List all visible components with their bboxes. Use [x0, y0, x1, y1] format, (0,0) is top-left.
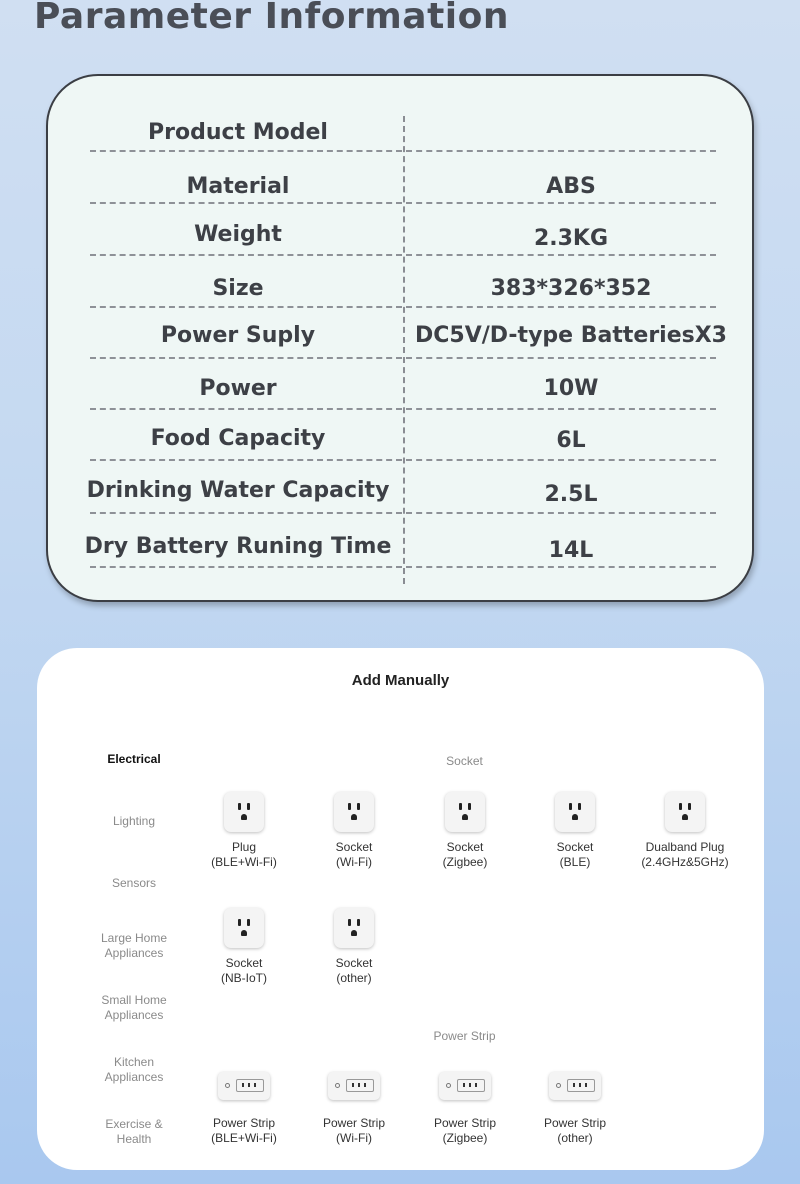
param-value: ABS [546, 174, 596, 199]
socket-icon [334, 792, 374, 832]
category-sensors[interactable]: Sensors [111, 876, 157, 890]
category-kitchen-appliances[interactable]: Kitchen Appliances [104, 1055, 164, 1084]
device-socket-wifi[interactable] [299, 792, 409, 870]
socket-icon [334, 908, 374, 948]
device-power-strip-zigbee[interactable] [410, 1072, 520, 1146]
category-electrical[interactable]: Electrical [107, 752, 161, 766]
param-value: 10W [543, 376, 599, 401]
section-label-socket: Socket [446, 754, 483, 768]
device-label: Socket (other) [335, 956, 373, 985]
category-lighting[interactable]: Lighting [112, 814, 156, 828]
param-label: Power Suply [160, 323, 316, 348]
device-power-strip-wifi[interactable] [299, 1072, 409, 1146]
device-label: Power Strip (BLE+Wi-Fi) [211, 1116, 277, 1145]
device-label: Plug (BLE+Wi-Fi) [211, 840, 277, 869]
device-label: Power Strip (other) [543, 1116, 607, 1145]
param-row-weight [90, 222, 716, 256]
param-row-power-supply [90, 323, 727, 359]
param-label: Product Model [148, 120, 328, 145]
param-label: Size [212, 276, 264, 301]
socket-icon [224, 792, 264, 832]
device-dualband-plug[interactable] [630, 792, 740, 870]
param-label: Drinking Water Capacity [86, 478, 390, 503]
power-strip-icon [218, 1072, 270, 1100]
socket-icon [555, 792, 595, 832]
page-title: Parameter Information [34, 0, 509, 37]
power-strip-icon [549, 1072, 601, 1100]
device-label: Power Strip (Zigbee) [433, 1116, 497, 1145]
device-label: Socket (Wi-Fi) [335, 840, 373, 869]
device-label: Socket (Zigbee) [442, 840, 488, 869]
device-plug-ble-wifi[interactable] [189, 792, 299, 870]
param-value: DC5V/D-type BatteriesX3 [414, 323, 727, 348]
device-socket-other[interactable] [299, 908, 409, 986]
device-label: Socket (BLE) [556, 840, 594, 869]
param-row-material [90, 174, 716, 204]
param-value: 383*326*352 [490, 276, 652, 301]
param-row-size [90, 276, 716, 308]
param-label: Weight [194, 222, 282, 247]
param-row-product-model [90, 120, 716, 152]
device-socket-nb-iot[interactable] [189, 908, 299, 986]
power-strip-icon [328, 1072, 380, 1100]
category-small-home-appliances[interactable]: Small Home Appliances [101, 993, 167, 1022]
param-row-power [90, 376, 716, 410]
section-label-power-strip: Power Strip [433, 1029, 496, 1043]
device-socket-zigbee[interactable] [410, 792, 520, 870]
param-value: 2.3KG [533, 226, 609, 251]
param-value: 14L [548, 538, 594, 563]
param-label: Dry Battery Runing Time [84, 534, 392, 559]
param-label: Food Capacity [150, 426, 326, 451]
device-socket-ble[interactable] [520, 792, 630, 870]
param-row-water-capacity [86, 478, 716, 514]
device-power-strip-ble-wifi[interactable] [189, 1072, 299, 1146]
category-exercise-health[interactable]: Exercise & Health [105, 1117, 163, 1146]
param-row-battery-time [84, 534, 716, 568]
power-strip-icon [439, 1072, 491, 1100]
param-value: 6L [556, 428, 586, 453]
socket-icon [665, 792, 705, 832]
param-label: Material [186, 174, 290, 199]
param-label: Power [199, 376, 277, 401]
parameter-table [46, 74, 754, 602]
param-value: 2.5L [544, 482, 598, 507]
device-label: Socket (NB-IoT) [221, 956, 267, 985]
socket-icon [445, 792, 485, 832]
add-manually-screen [37, 648, 764, 1170]
param-row-food-capacity [90, 426, 716, 461]
category-large-home-appliances[interactable]: Large Home Appliances [100, 931, 168, 960]
device-label: Dualband Plug (2.4GHz&5GHz) [641, 840, 729, 869]
device-label: Power Strip (Wi-Fi) [322, 1116, 386, 1145]
screen-title: Add Manually [351, 672, 450, 689]
device-power-strip-other[interactable] [520, 1072, 630, 1146]
socket-icon [224, 908, 264, 948]
